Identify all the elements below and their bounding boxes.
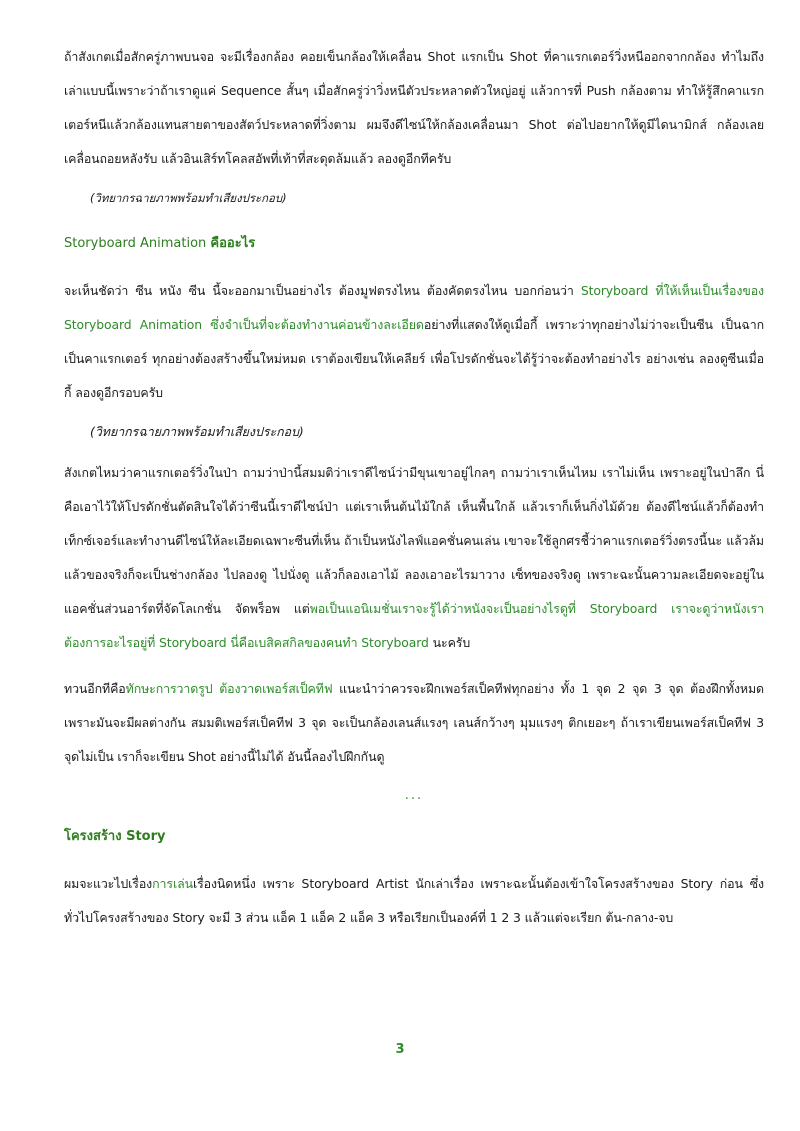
- highlight-text: ทักษะการวาดรูป ต้องวาดเพอร์สเป็คทีฟ: [125, 681, 333, 696]
- paragraph-text: อย่างที่แสดงให้ดูเมื่อกี้ เพราะว่าทุกอย่างไม่ว่าจะเป็นซีน เป็นฉาก เป็นคาแรกเตอร์ ทุกอย่างต้องสร้างขึ้นใหม่หมด เราต้องเขียนให้เคลียร์ เพื่อโปรดักชั่นจะได้รู้ว่าจะต้องทำอย่างไร อย่างเช่น ลองดูซีนเมื่อกี้ ลองดูอีกรอบครับ: [64, 317, 764, 400]
- heading-storyboard-animation-term: Storyboard Animation: [64, 236, 211, 251]
- paragraph-camera-movement: ถ้าสังเกตเมื่อสักครู่ภาพบนจอ จะมีเรื่องกล้อง คอยเข็นกล้องให้เคลื่อน Shot แรกเป็น Shot ที่คาแรกเตอร์วิ่งหนีออกจากกล้อง ทำไมถึงเล่าแบบนี้เพราะว่าถ้าเราดูแค่ Sequence สั้นๆ เมื่อสักครู่ว่าวิ่งหนีตัวประหลาดตัวใหญ่อยู่ แล้วการที่ Push กล้องตาม ทำให้รู้สึกคาแรกเตอร์หนีแล้วกล้องแทนสายตาของสัตว์ประหลาดที่วิ่งตาม ผมจึงดีไซน์ให้กล้องเคลื่อนมา Shot ต่อไปอยากให้ดูมีไดนามิกส์ กล้องเลยเคลื่อนถอยหลังรับ แล้วอินเสิร์ทโคลสอัพที่เท้าที่สะดุดล้มแล้ว ลองดูอีกทีครับ: [64, 49, 764, 166]
- paragraph-storyboard-explanation: [64, 274, 764, 410]
- caption-lecturer-demo-2: (วิทยากรฉายภาพพร้อมทำเสียงประกอบ): [90, 424, 304, 439]
- highlight-text: Storyboard ที่ให้เห็นเป็นเรื่องของ Storyboard Animation ซึ่งจำเป็นที่จะต้องทำงานค่อนข้างละเอียด: [64, 283, 764, 332]
- paragraph-story-structure: [64, 867, 764, 935]
- paragraph-text: สังเกตไหมว่าคาแรกเตอร์วิ่งในป่า ถามว่าป่านี้สมมติว่าเราดีไซน์ว่ามีขุนเขาอยู่ไกลๆ ถามว่าเราเห็นไหม เราไม่เห็น เพราะอยู่ในป่าลึก นี่คือเอาไว้ให้โปรดักชั่นตัดสินใจได้ว่าซีนนี้เราดีไซน์ป่า แต่เราเห็นต้นไม้ใกล้ เห็นพื้นใกล้ แล้วเราก็เห็นกิ่งไม้ด้วย ต้องดีไซน์แล้วก็ต้องทำเท็กซ์เจอร์และทำงานดีไซน์ให้ละเอียดเฉพาะซีนที่เห็น ถ้าเป็นหนังไลฟ์แอคชั่นคนเล่น เขาจะใช้ลูกศรชี้ว่าคาแรกเตอร์วิ่งตรงนี้นะ แล้วล้ม แล้วของจริงก็จะเป็นช่างกล้อง ไปลองดู ไปนั่งดู แล้วก็ลองเอาไม้ ลองเอาอะไรมาวาง เซ็ทของจริงดู เพราะฉะนั้นความละเอียดจะอยู่ในแอคชั่นส่วนอาร์ตที่จัดโลเกชั่น จัดพร็อพ แต่: [64, 465, 764, 616]
- page-number: 3: [395, 1042, 405, 1057]
- paragraph-forest-scene: [64, 456, 764, 660]
- highlight-text: พอเป็นแอนิเมชั่นเราจะรู้ได้ว่าหนังจะเป็นอย่างไรดูที่ Storyboard เราจะดูว่าหนังเราต้องการอะไรอยู่ที่ Storyboard นี่คือเบสิคสกิลของคนทำ Storyboard: [64, 601, 764, 650]
- paragraph-text: จะเห็นชัดว่า ซีน หนัง ซีน นี้จะออกมาเป็นอย่างไร ต้องมูฟตรงไหน ต้องคัดตรงไหน บอกก่อนว่า: [64, 283, 581, 298]
- paragraph-text: นะครับ: [428, 635, 471, 650]
- heading-storyboard-animation: [64, 232, 764, 256]
- paragraph-text: แนะนำว่าควรจะฝึกเพอร์สเป็คทีฟทุกอย่าง ทั้ง 1 จุด 2 จุด 3 จุด ต้องฝึกทั้งหมด เพราะมันจะมีผลต่างกัน สมมติเพอร์สเป็คทีฟ 3 จุด จะเป็นกล้องเลนส์แรงๆ เลนส์กว้างๆ มุมแรงๆ ติกเยอะๆ ถ้าเราเขียนเพอร์สเป็คทีฟ 3 จุดไม่เป็น เราก็จะเขียน Shot อย่างนี้ไม่ได้ อันนี้ลองไปฝึกกันดู: [64, 681, 764, 764]
- caption-lecturer-demo-1: (วิทยากรฉายภาพพร้อมทำเสียงประกอบ): [90, 191, 287, 205]
- paragraph-text: ทวนอีกทีคือ: [64, 681, 126, 696]
- highlight-text: การเล่น: [152, 876, 193, 891]
- paragraph-text: ผมจะแวะไปเรื่อง: [64, 876, 153, 891]
- section-break-ellipsis: ...: [404, 788, 424, 803]
- heading-story-structure: โครงสร้าง Story: [64, 829, 166, 844]
- paragraph-perspective-skills: [64, 672, 764, 774]
- heading-storyboard-animation-question: คืออะไร: [210, 236, 256, 251]
- document-page: [64, 40, 764, 947]
- paragraph-text: เรื่องนิดหนึ่ง เพราะ Storyboard Artist นักเล่าเรื่อง เพราะฉะนั้นต้องเข้าใจโครงสร้างของ Story ก่อน ซึ่งทั่วไปโครงสร้างของ Story จะมี 3 ส่วน แอ็ค 1 แอ็ค 2 แอ็ค 3 หรือเรียกเป็นองค์ที่ 1 2 3 แล้วแต่จะเรียก ต้น-กลาง-จบ: [64, 876, 764, 925]
